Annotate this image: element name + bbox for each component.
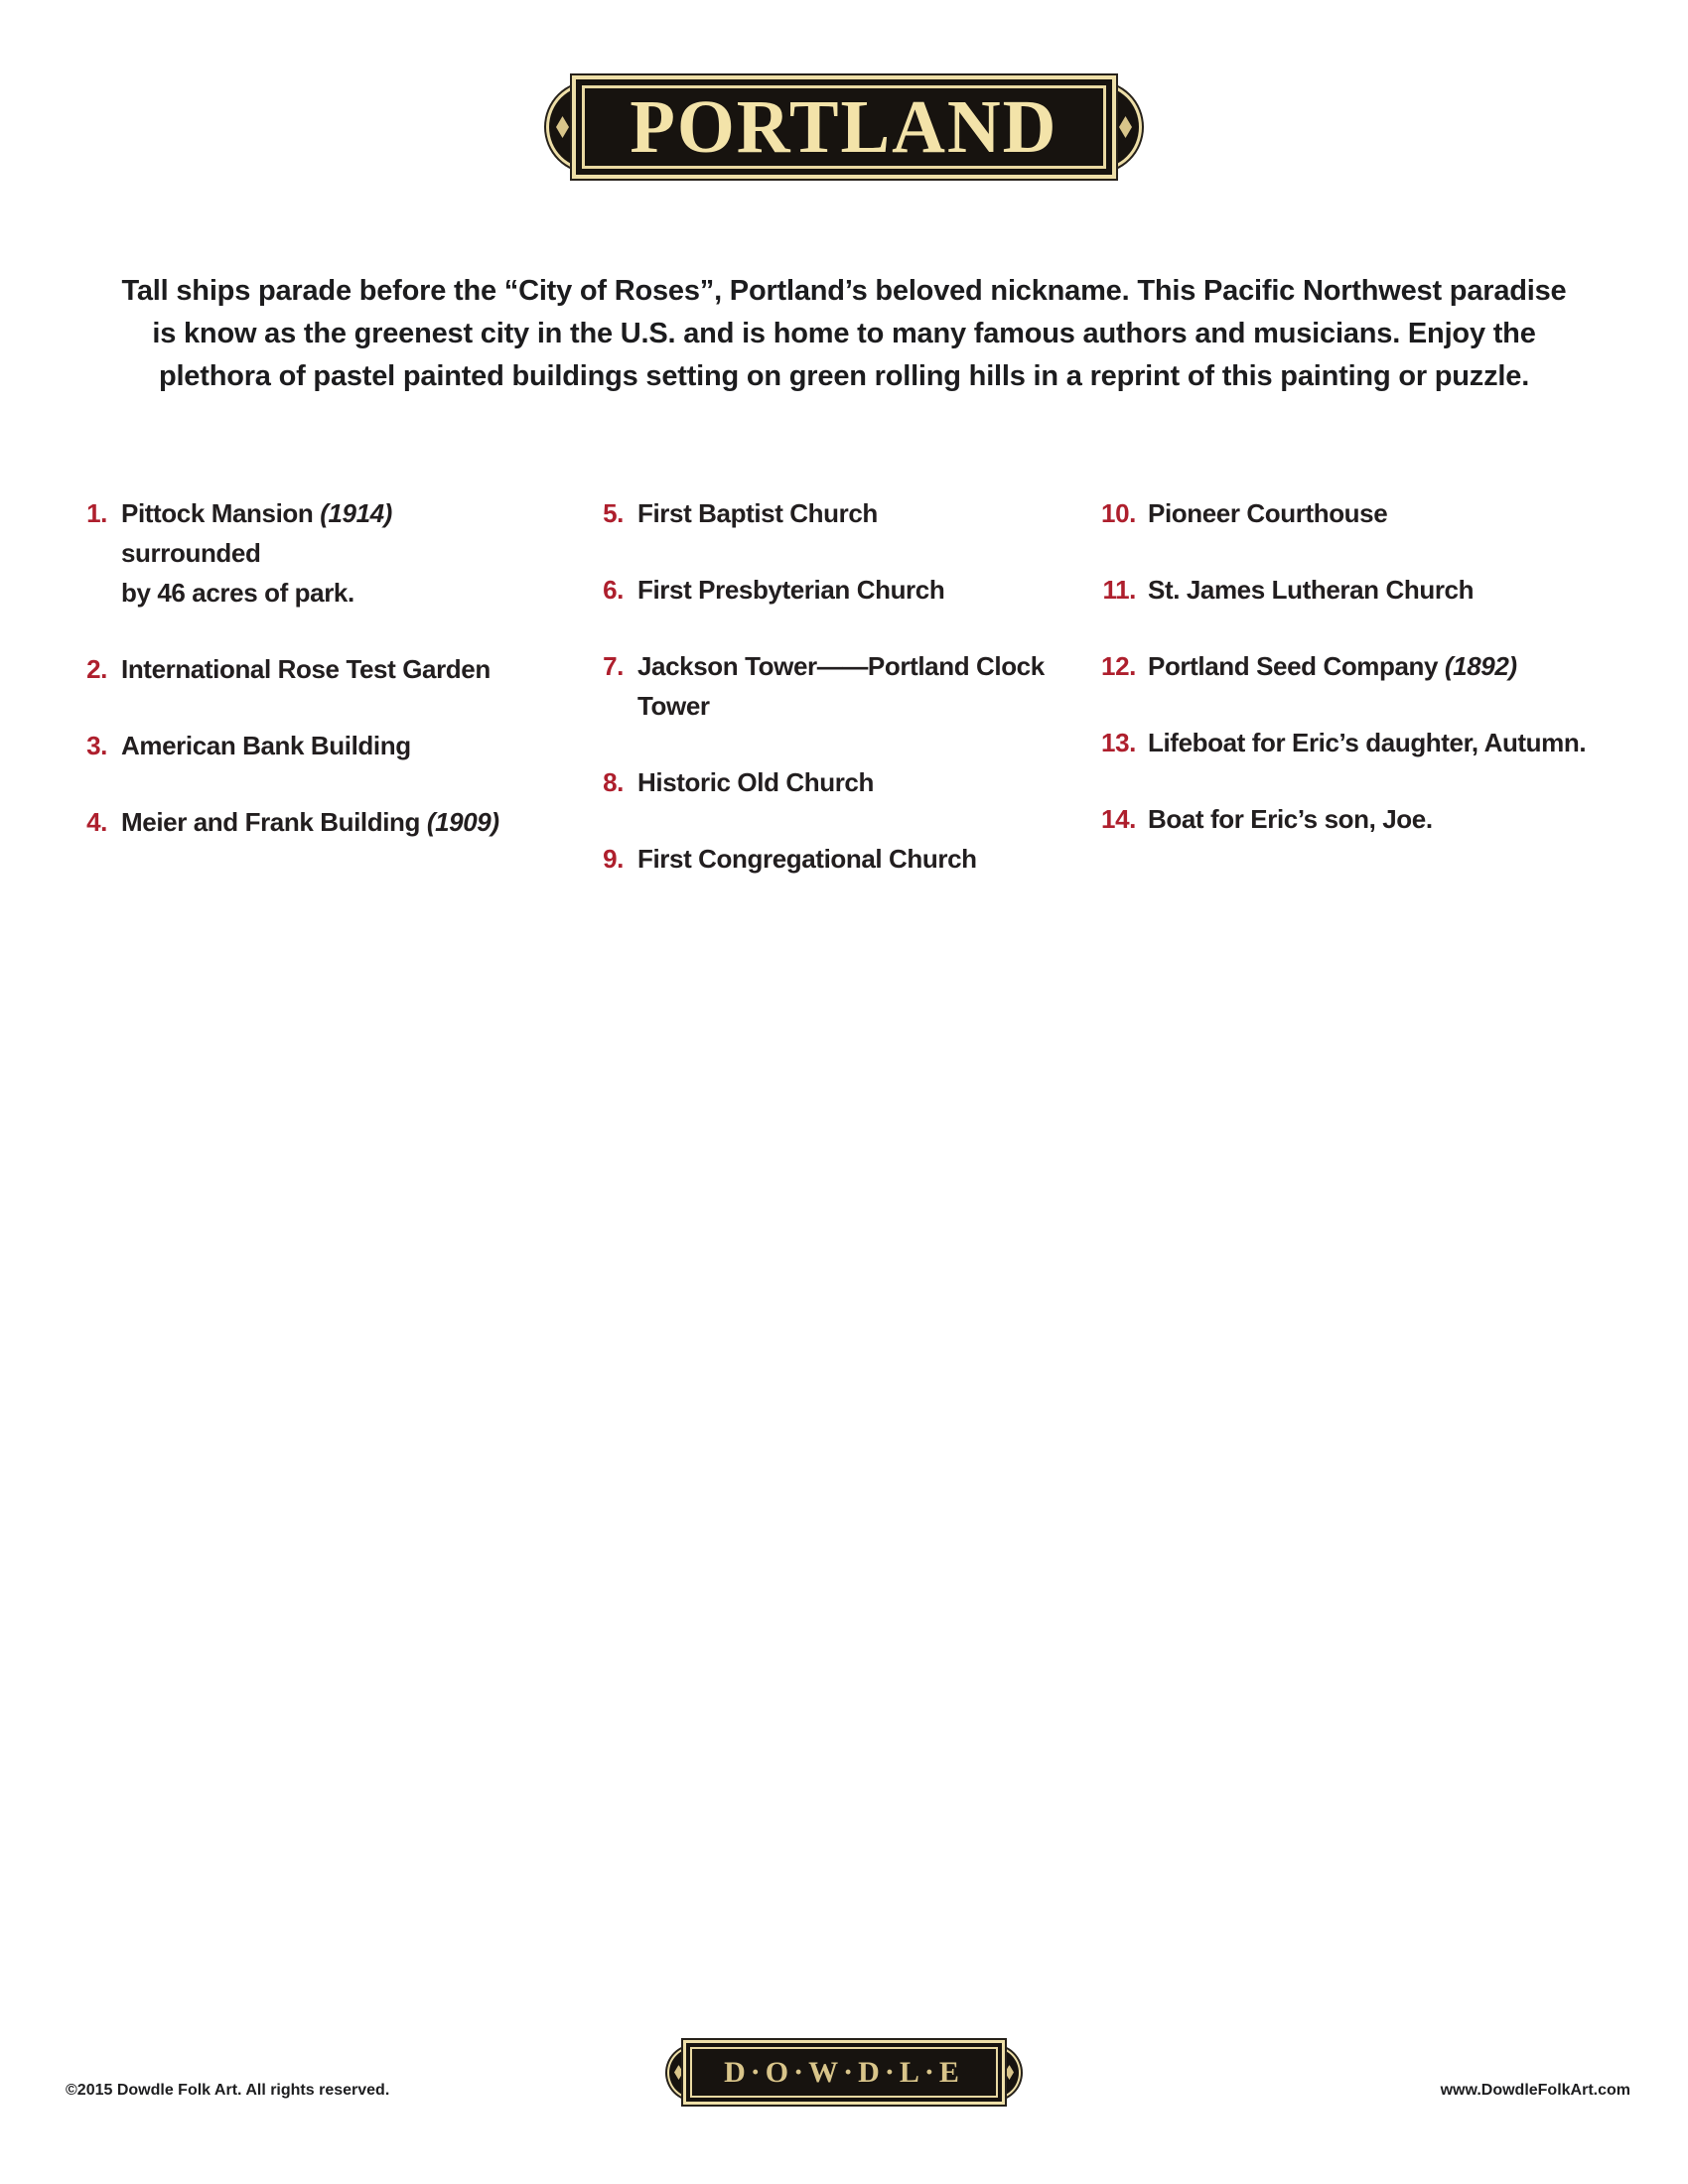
legend-item-2 <box>80 649 517 689</box>
item-text-part: St. James Lutheran Church <box>1148 575 1475 605</box>
legend-column-1 <box>80 493 517 879</box>
item-text-part: Lifeboat for Eric’s daughter, Autumn. <box>1148 728 1587 757</box>
intro-line-3: plethora of pastel painted buildings setting on green rolling hills in a reprint of this painting or puzzle. <box>158 360 1530 392</box>
legend-item-8 <box>596 762 1072 802</box>
item-number: 5. <box>603 498 624 528</box>
plaque-right-gem-icon <box>1119 116 1132 138</box>
portland-plaque <box>576 79 1112 175</box>
dowdle-plaque-body <box>686 2043 1002 2102</box>
item-text <box>121 649 491 689</box>
item-text <box>121 493 517 613</box>
portland-title: PORTLAND <box>630 84 1058 169</box>
copyright-text: ©2015 Dowdle Folk Art. All rights reserved. <box>66 2082 390 2099</box>
legend-item-13 <box>1096 723 1603 762</box>
plaque-left-gem-icon <box>556 116 569 138</box>
item-text-part: Portland Seed Company <box>1148 651 1445 681</box>
item-text-part: Pittock Mansion <box>121 498 321 528</box>
item-text <box>1148 493 1387 533</box>
legend-column-3 <box>1096 493 1603 876</box>
item-number: 2. <box>86 654 107 684</box>
item-text <box>1148 799 1433 839</box>
item-text <box>637 570 944 610</box>
legend-column-2 <box>596 493 1072 915</box>
item-text-part: Historic Old Church <box>637 767 874 797</box>
item-number: 6. <box>603 575 624 605</box>
item-text-part: Jackson Tower——Portland Clock Tower <box>637 651 1045 721</box>
legend-item-9 <box>596 839 1072 879</box>
item-number: 11. <box>1102 575 1136 605</box>
item-text-italic: (1909) <box>426 807 499 837</box>
legend-item-4 <box>80 802 517 842</box>
item-text-part: surrounded <box>121 538 261 568</box>
item-number: 10. <box>1101 498 1136 528</box>
plaque-right-gem-icon <box>1005 2065 1014 2080</box>
legend-item-11 <box>1096 570 1603 610</box>
item-number: 14. <box>1101 804 1136 834</box>
item-text-part: International Rose Test Garden <box>121 654 491 684</box>
intro-line-1: Tall ships parade before the “City of Roses”, Portland’s beloved nickname. This Pacific Northwest paradise <box>121 275 1567 307</box>
item-text <box>121 726 411 765</box>
item-number: 7. <box>603 651 624 681</box>
legend-item-12 <box>1096 646 1603 686</box>
intro-line-2: is know as the greenest city in the U.S. and is home to many famous authors and musicians. Enjoy the <box>152 318 1536 349</box>
item-number: 1. <box>86 498 107 528</box>
item-text-part: American Bank Building <box>121 731 411 760</box>
website-url: www.DowdleFolkArt.com <box>1440 2082 1630 2099</box>
item-number: 12. <box>1101 651 1136 681</box>
dowdle-logo-text: D·O·W·D·L·E <box>724 2055 964 2089</box>
item-text <box>121 802 499 842</box>
item-text-part: Meier and Frank Building <box>121 807 427 837</box>
legend-item-14 <box>1096 799 1603 839</box>
item-text <box>637 646 1072 726</box>
legend-item-7 <box>596 646 1072 726</box>
legend-item-1 <box>80 493 517 613</box>
intro-paragraph <box>89 270 1599 398</box>
item-text <box>637 839 977 879</box>
legend-item-3 <box>80 726 517 765</box>
legend-item-6 <box>596 570 1072 610</box>
plaque-left-gem-icon <box>674 2065 683 2080</box>
item-text-part: Pioneer Courthouse <box>1148 498 1388 528</box>
item-text-line2: by 46 acres of park. <box>121 578 354 608</box>
portland-plaque-body <box>576 79 1112 175</box>
item-number: 9. <box>603 844 624 874</box>
item-number: 4. <box>86 807 107 837</box>
item-text-part: First Congregational Church <box>637 844 977 874</box>
item-number: 3. <box>86 731 107 760</box>
item-text <box>1148 723 1586 762</box>
item-text-part: First Presbyterian Church <box>637 575 945 605</box>
item-text <box>1148 570 1474 610</box>
dowdle-plaque <box>686 2043 1002 2102</box>
item-text-part: Boat for Eric’s son, Joe. <box>1148 804 1433 834</box>
item-text-italic: (1914) <box>320 498 392 528</box>
item-text <box>637 762 874 802</box>
item-number: 13. <box>1101 728 1136 757</box>
item-number: 8. <box>603 767 624 797</box>
item-text-part: First Baptist Church <box>637 498 878 528</box>
item-text <box>1148 646 1517 686</box>
item-text <box>637 493 878 533</box>
legend-item-5 <box>596 493 1072 533</box>
item-text-italic: (1892) <box>1444 651 1517 681</box>
legend-item-10 <box>1096 493 1603 533</box>
